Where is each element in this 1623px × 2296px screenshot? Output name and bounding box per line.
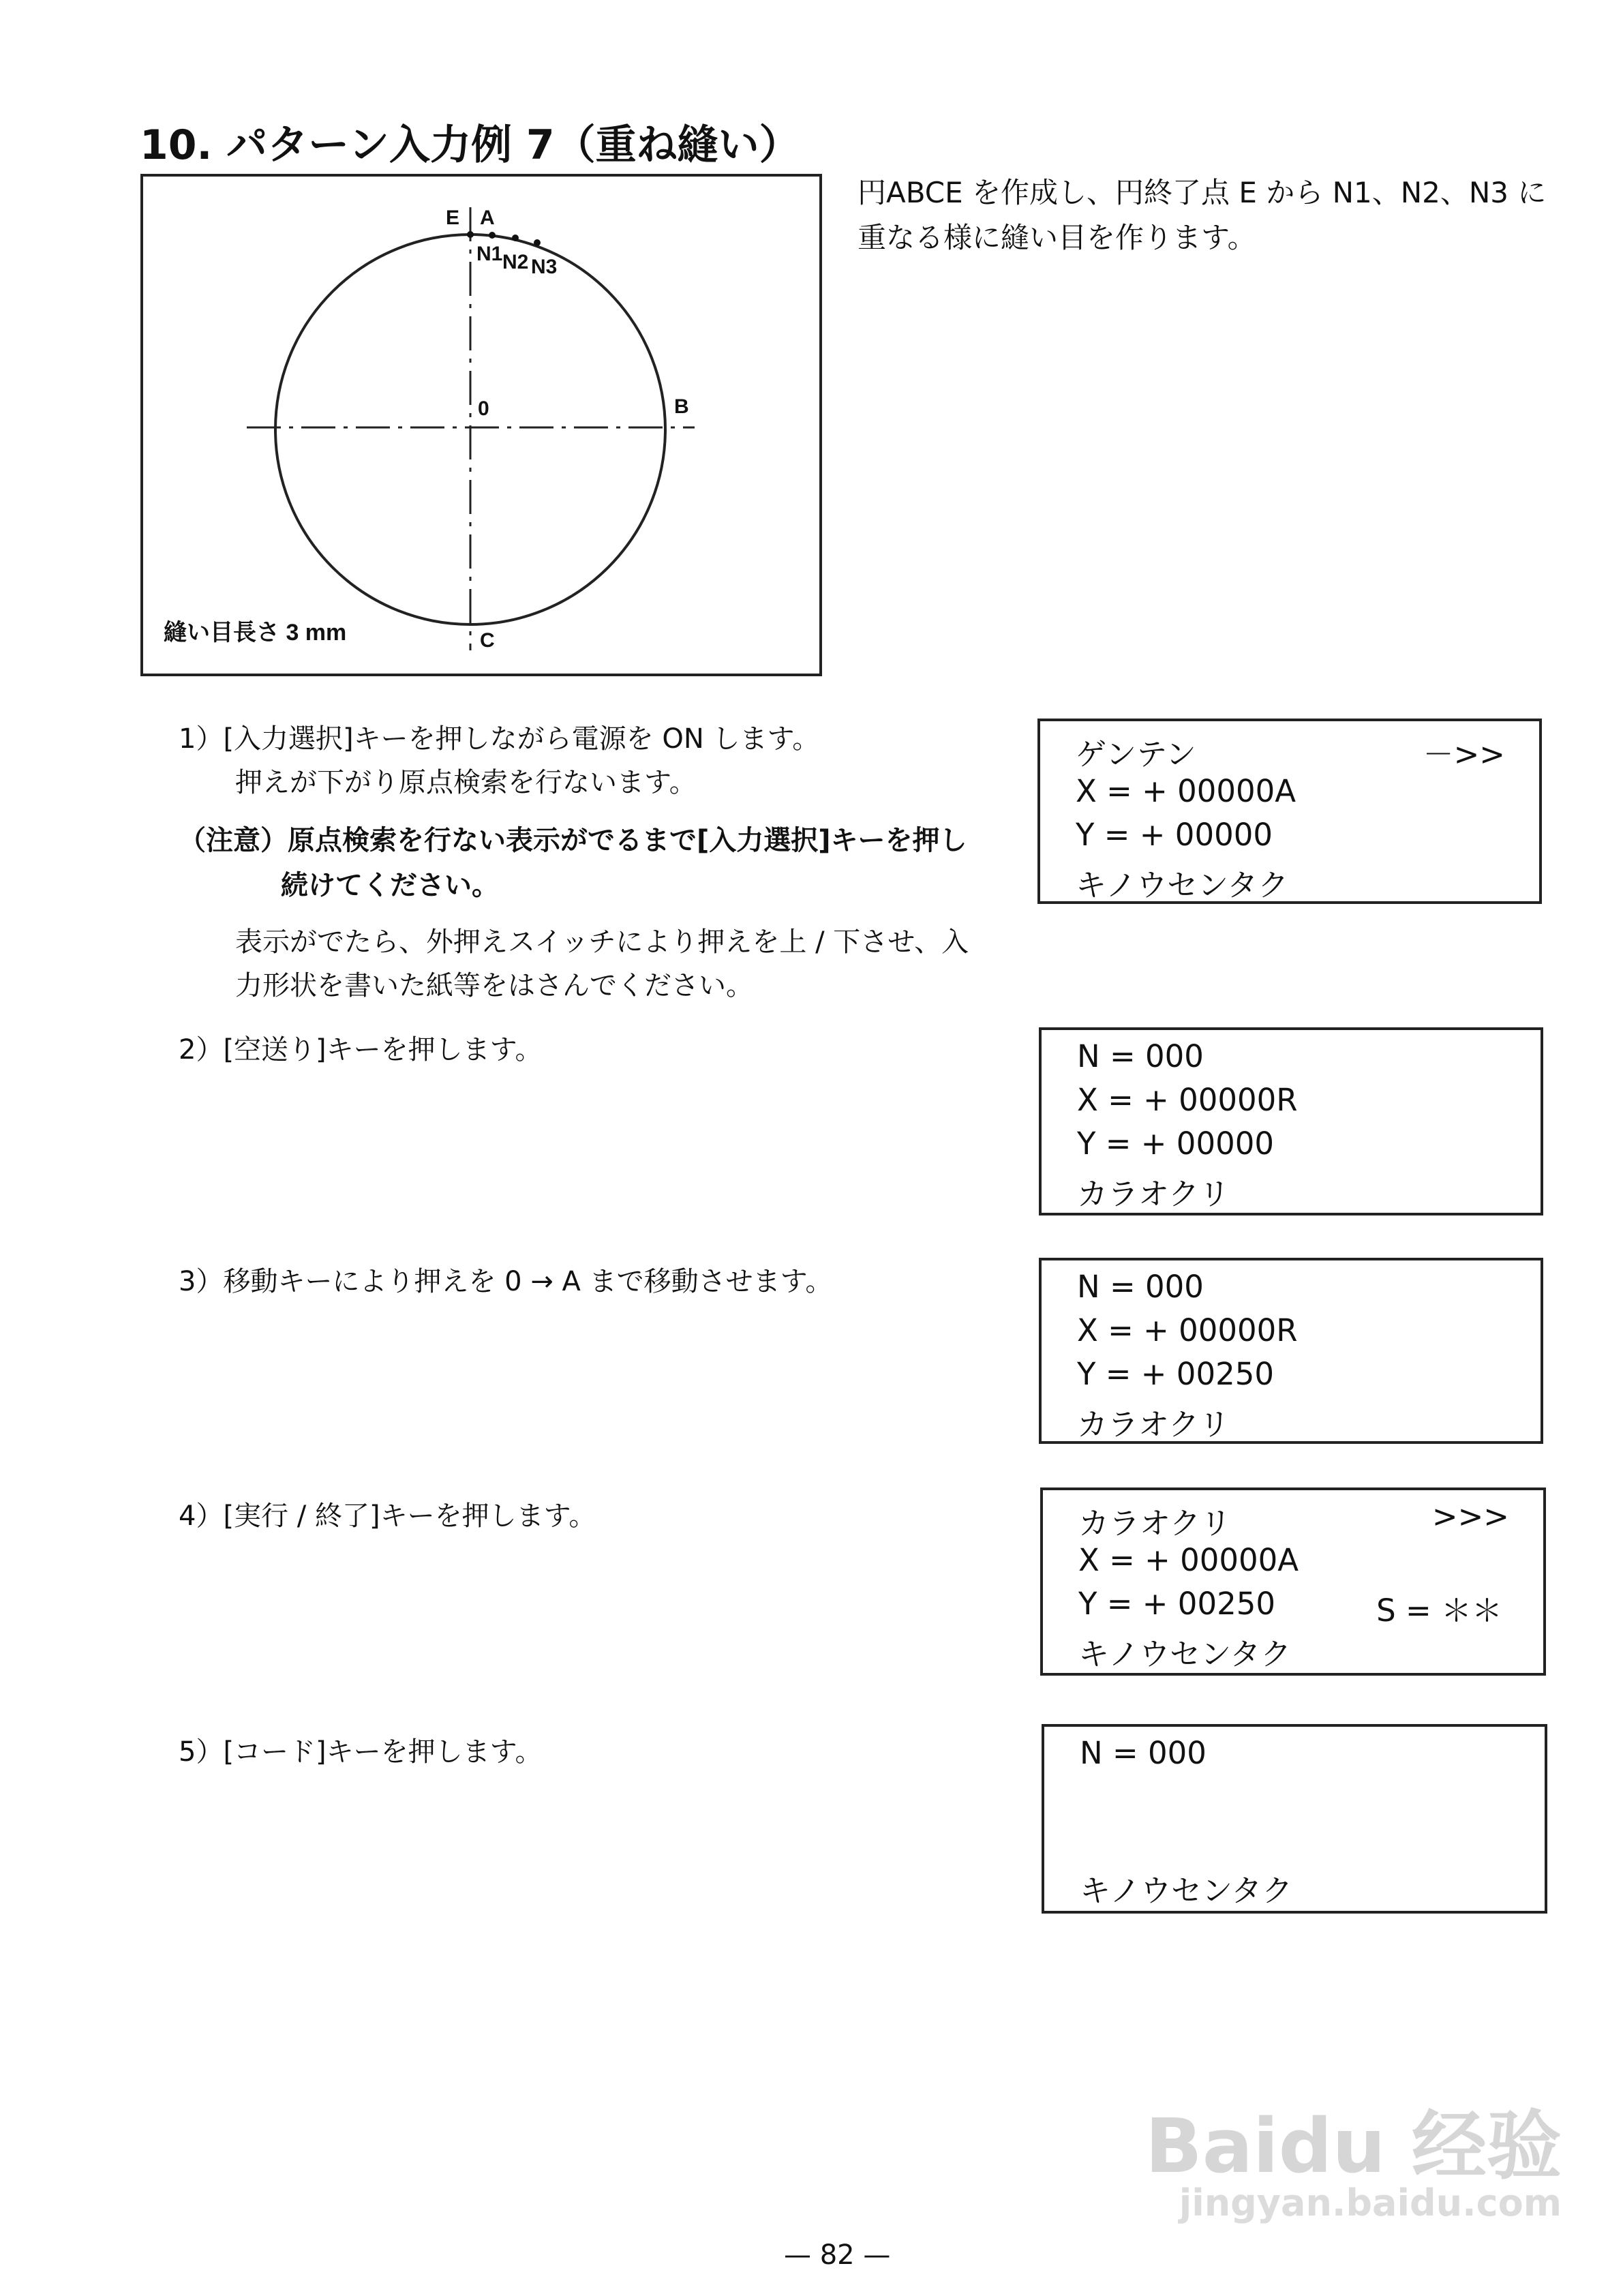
lcd-display-4 — [1040, 1487, 1546, 1676]
label-origin: 0 — [478, 397, 489, 420]
description-line: 重なる様に縫い目を作ります。 — [858, 221, 1256, 254]
description-line: 円ABCE を作成し、円終了点 E から N1、N2、N3 に — [858, 176, 1547, 209]
lcd-indicator: －>> — [1423, 736, 1505, 772]
page-title: 10. パターン入力例 7（重ね縫い） — [140, 121, 800, 169]
lcd-line: X = + 00000A — [1076, 773, 1296, 809]
watermark-url: jingyan.baidu.com — [1179, 2181, 1562, 2224]
lcd-line: Y = + 00000 — [1077, 1126, 1274, 1162]
step-3: 3）移動キーにより押えを 0 → A まで移動させます。 — [179, 1266, 833, 1297]
note-after-2: 力形状を書いた紙等をはさんでください。 — [235, 970, 753, 1001]
point-a — [467, 231, 474, 238]
lcd-line: カラオクリ — [1078, 1505, 1232, 1541]
lcd-line: カラオクリ — [1077, 1176, 1230, 1212]
lcd-line: キノウセンタク — [1078, 1636, 1292, 1672]
lcd-display-2 — [1039, 1027, 1543, 1215]
step-5: 5）[コード]キーを押します。 — [179, 1736, 543, 1768]
step-4: 4）[実行 / 終了]キーを押します。 — [179, 1500, 596, 1532]
step-2: 2）[空送り]キーを押します。 — [179, 1034, 543, 1066]
point-n3 — [534, 239, 541, 246]
lcd-line: Y = + 00000 — [1076, 817, 1273, 853]
label-b: B — [674, 395, 689, 418]
page-number: — 82 — — [784, 2239, 891, 2271]
label-c: C — [480, 629, 495, 652]
lcd-line: キノウセンタク — [1080, 1873, 1293, 1909]
lcd-line: Y = + 00250 — [1077, 1356, 1274, 1392]
description — [858, 170, 1546, 260]
label-e: E — [446, 207, 460, 229]
note-line-1: （注意）原点検索を行ない表示がでるまで[入力選択]キーを押し — [179, 825, 967, 856]
lcd-display-1 — [1037, 719, 1542, 904]
lcd-line: ゲンテン — [1076, 736, 1196, 772]
label-n3: N3 — [531, 256, 558, 278]
point-n2 — [512, 235, 519, 241]
lcd-line: N = 000 — [1077, 1038, 1204, 1074]
note-after-1: 表示がでたら、外押えスイッチにより押えを上 / 下させ、入 — [235, 926, 969, 958]
note-line-2: 続けてください。 — [281, 870, 499, 901]
lcd-line: X = + 00000R — [1077, 1312, 1298, 1348]
circle-diagram-svg — [143, 177, 825, 679]
lcd-line: N = 000 — [1077, 1269, 1204, 1305]
label-a: A — [480, 207, 495, 229]
lcd-line: N = 000 — [1080, 1735, 1207, 1771]
circle-diagram — [140, 174, 822, 676]
lcd-speed-value: S = ＊＊ — [1376, 1592, 1502, 1629]
lcd-line: キノウセンタク — [1076, 867, 1289, 903]
lcd-line: X = + 00000R — [1077, 1082, 1298, 1118]
lcd-line: カラオクリ — [1077, 1406, 1230, 1442]
lcd-indicator: >>> — [1431, 1498, 1509, 1535]
label-n2: N2 — [502, 251, 529, 273]
lcd-line: Y = + 00250 — [1078, 1586, 1275, 1622]
step-1: 1）[入力選択]キーを押しながら電源を ON します。 — [179, 723, 820, 755]
lcd-line: X = + 00000A — [1078, 1542, 1299, 1578]
point-n1 — [489, 232, 496, 239]
stitch-length-label: 縫い目長さ 3 mm — [164, 620, 347, 646]
lcd-display-3 — [1039, 1258, 1543, 1444]
lcd-display-5 — [1042, 1724, 1547, 1914]
watermark-logo: Baidu 经验 — [1144, 2102, 1562, 2190]
step-1-sub: 押えが下がり原点検索を行ないます。 — [235, 767, 697, 798]
label-n1: N1 — [476, 243, 503, 265]
